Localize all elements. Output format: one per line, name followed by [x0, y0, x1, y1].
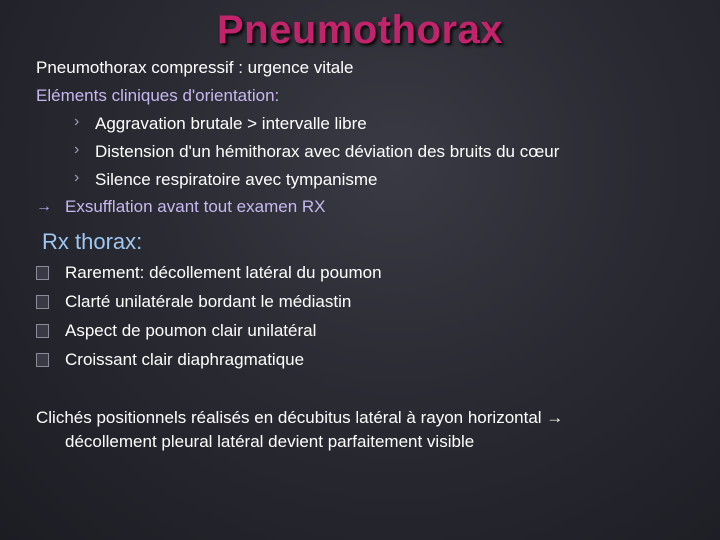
chevron-right-icon: ›: [74, 113, 80, 130]
final-line-1: [36, 408, 563, 428]
rx-item-4: Croissant clair diaphragmatique: [65, 350, 305, 369]
line-compressive: Pneumothorax compressif : urgence vitale: [36, 58, 354, 77]
final-line-2: décollement pleural latéral devient parfaitement visible: [65, 432, 475, 451]
slide-title: Pneumothorax: [216, 8, 504, 52]
line-clinical-elements: Eléments cliniques d'orientation:: [36, 86, 280, 105]
sub-item-2: Distension d'un hémithorax avec déviation des bruits du cœur: [95, 142, 560, 161]
checkbox-bullet-icon: [36, 266, 49, 280]
rx-item-1: Rarement: décollement latéral du poumon: [65, 263, 382, 282]
rx-heading: Rx thorax:: [42, 229, 143, 254]
chevron-right-icon: ›: [74, 169, 80, 186]
checkbox-bullet-icon: [36, 324, 49, 338]
checkbox-bullet-icon: [36, 353, 49, 367]
rx-item-2: Clarté unilatérale bordant le médiastin: [65, 292, 352, 311]
checkbox-bullet-icon: [36, 295, 49, 309]
final-line-1-text: Clichés positionnels réalisés en décubitus latéral à rayon horizontal: [36, 408, 547, 427]
arrow-right-icon: →: [36, 198, 52, 215]
chevron-right-icon: ›: [74, 141, 80, 158]
arrow-line: Exsufflation avant tout examen RX: [65, 197, 326, 216]
arrow-right-icon: →: [546, 408, 564, 427]
rx-item-3: Aspect de poumon clair unilatéral: [65, 321, 317, 340]
sub-item-3: Silence respiratoire avec tympanisme: [95, 170, 378, 189]
sub-item-1: Aggravation brutale > intervalle libre: [95, 114, 367, 133]
